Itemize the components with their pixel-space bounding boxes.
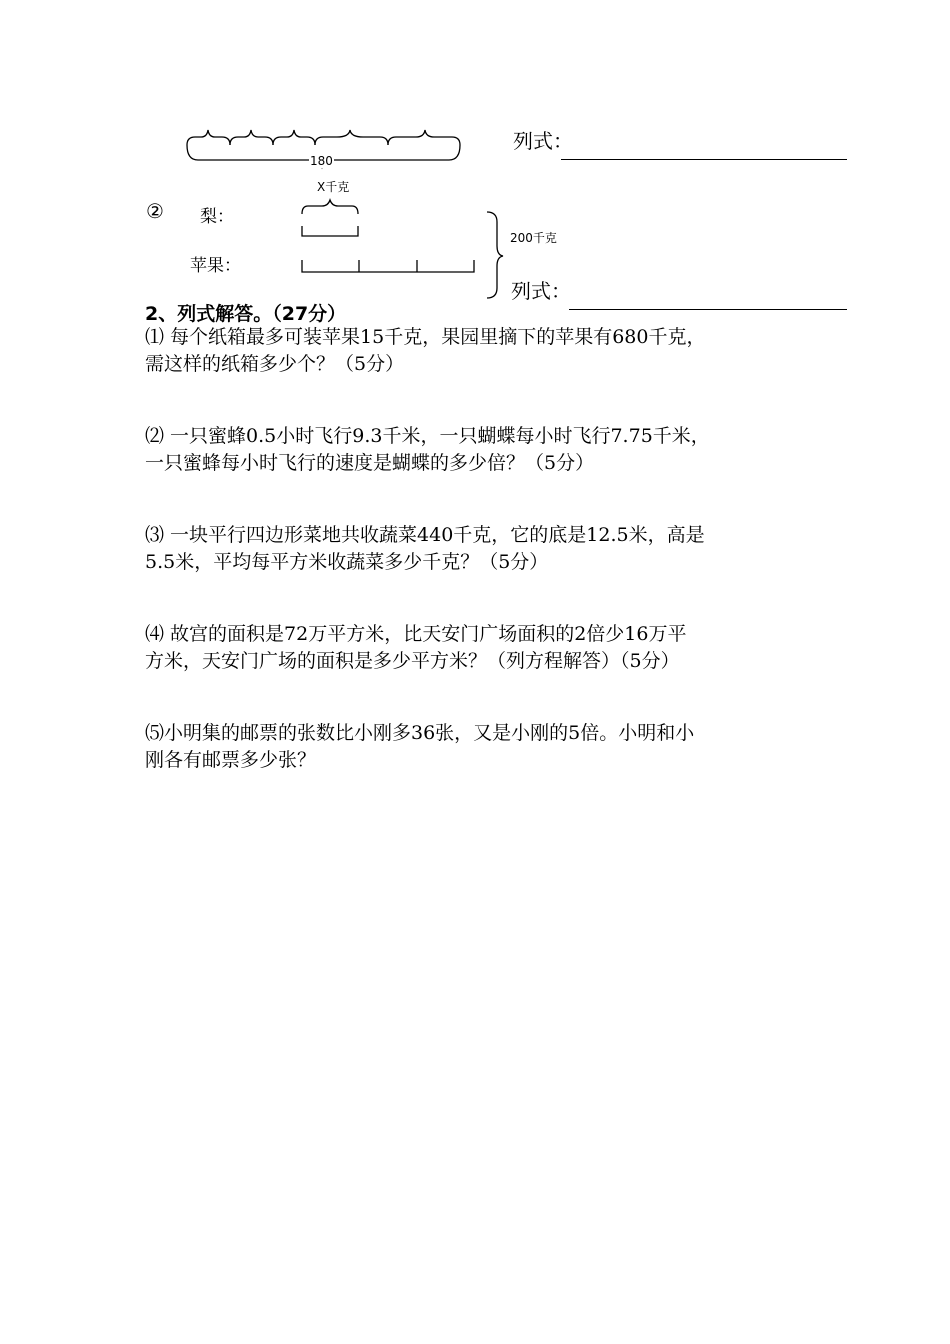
segment-brace bbox=[230, 130, 273, 145]
question-3 bbox=[145, 522, 835, 576]
question-text: 5.5米，平均每平方米收蔬菜多少千克？（5分） bbox=[145, 551, 549, 573]
question-4 bbox=[145, 621, 835, 675]
pear-label: 梨： bbox=[200, 207, 234, 227]
question-text: ⑶ 一块平行四边形菜地共收蔬菜440千克，它的底是12.5米，高是 bbox=[145, 524, 705, 546]
question-text: ⑴ 每个纸箱最多可装苹果15千克，果园里摘下的苹果有680千克， bbox=[145, 326, 706, 348]
question-text: 一只蜜蜂每小时飞行的速度是蝴蝶的多少倍？（5分） bbox=[145, 452, 595, 474]
question-text: ⑷ 故宫的面积是72万平方米，比天安门广场面积的2倍少16万平 bbox=[145, 623, 687, 645]
segment-brace bbox=[187, 130, 230, 145]
total-weight-label: 200千克 bbox=[510, 231, 557, 245]
segment-brace bbox=[273, 130, 315, 145]
diagram-graphics bbox=[0, 0, 950, 320]
apple-segment bbox=[302, 260, 474, 272]
question-1 bbox=[145, 324, 835, 378]
apple-label: 苹果： bbox=[190, 256, 241, 276]
section-heading: 2、列式解答。（27分） bbox=[145, 303, 347, 325]
pear-brace bbox=[302, 200, 358, 214]
unknown-weight-label: X千克 bbox=[317, 180, 350, 194]
question-text: 方米，天安门广场的面积是多少平方米？（列方程解答）（5分） bbox=[145, 650, 680, 672]
segment-brace bbox=[388, 130, 460, 145]
question-text: ⑵ 一只蜜蜂0.5小时飞行9.3千米，一只蝴蝶每小时飞行7.75千米， bbox=[145, 425, 710, 447]
pear-segment bbox=[302, 226, 358, 236]
question-5 bbox=[145, 720, 835, 774]
total-right-brace bbox=[487, 212, 503, 298]
formula-answer-line-1[interactable] bbox=[561, 159, 847, 160]
segment-brace bbox=[315, 130, 388, 145]
formula-label-2: 列式： bbox=[511, 279, 571, 303]
formula-label-1: 列式： bbox=[513, 129, 573, 153]
question-2 bbox=[145, 423, 835, 477]
formula-answer-line-2[interactable] bbox=[569, 309, 847, 310]
problem-number: ② bbox=[146, 199, 164, 223]
question-text: 刚各有邮票多少张？ bbox=[145, 749, 317, 771]
question-text: ⑸小明集的邮票的张数比小刚多36张，又是小刚的5倍。小明和小 bbox=[145, 722, 695, 744]
total-value-label: 180 bbox=[310, 154, 333, 168]
question-text: 需这样的纸箱多少个？（5分） bbox=[145, 353, 405, 375]
